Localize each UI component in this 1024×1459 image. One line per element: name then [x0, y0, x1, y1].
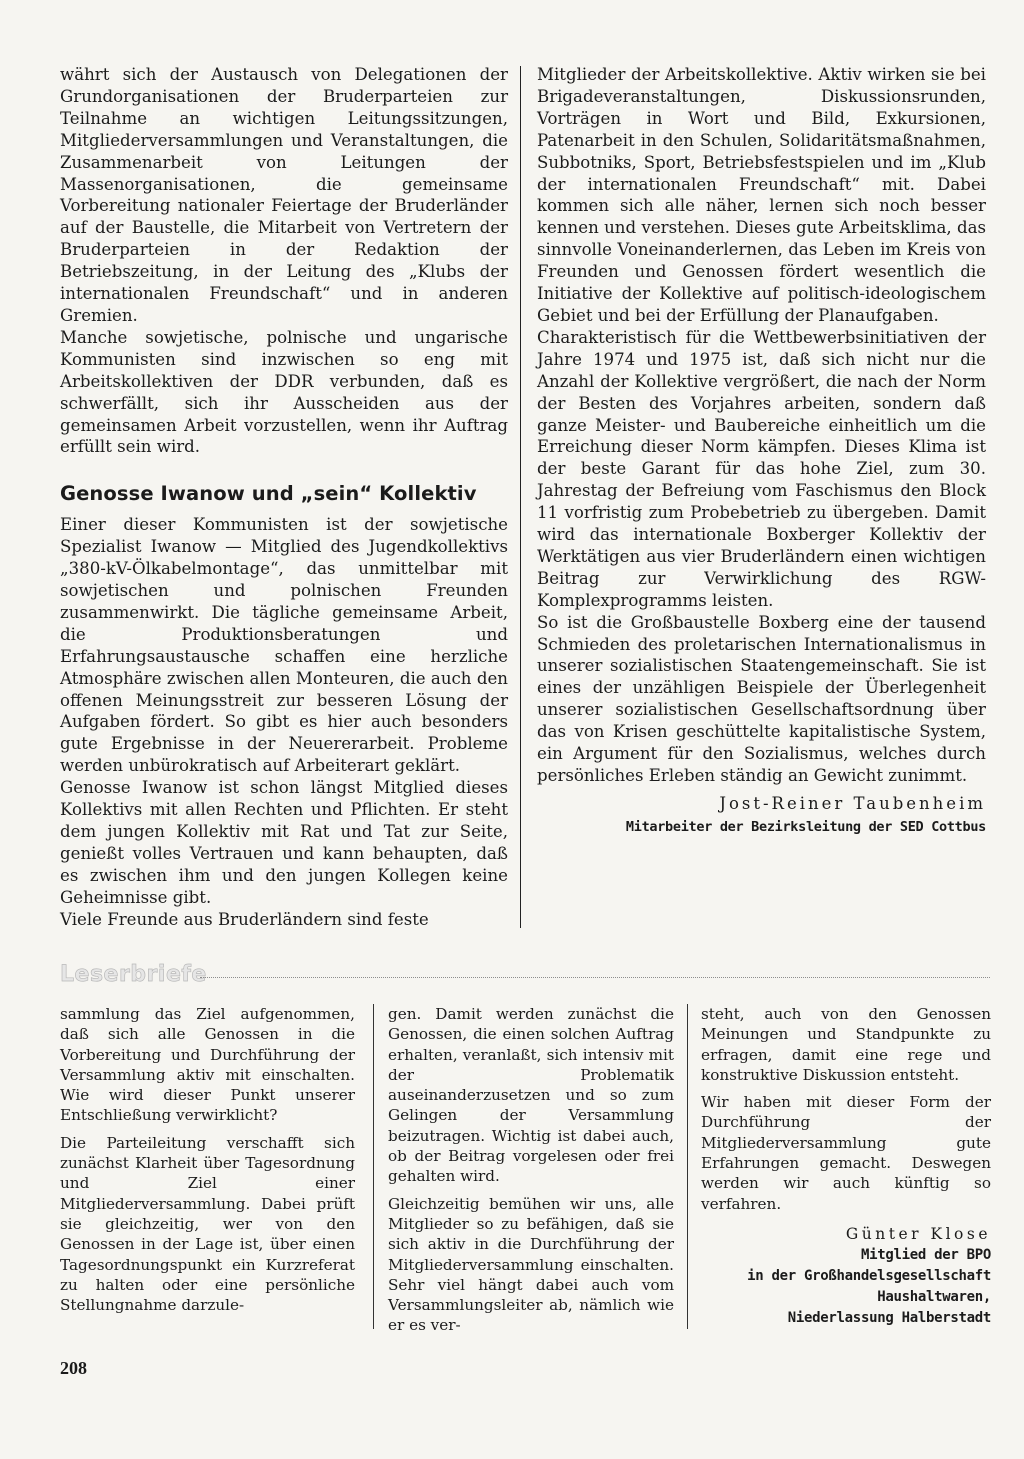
column-divider — [520, 66, 521, 928]
letter-column-3 — [701, 1004, 991, 1329]
letter-column-1 — [60, 1004, 355, 1315]
article-paragraph: Viele Freunde aus Bruderländern sind feste — [60, 909, 429, 929]
section-heading: Genosse Iwanow und „sein“ Kollektiv — [60, 482, 477, 506]
letters-section-header — [60, 962, 990, 992]
letter-paragraph: Gleichzeitig bemühen wir uns, alle Mitglieder so zu befähigen, daß sie sich aktiv in die Durchführung der Mitgliederversammlung einschalten. Sehr viel hängt dabei auch vom Versammlungsleiter ab, nämlich wie er es ver- — [388, 1194, 674, 1335]
section-rule — [200, 977, 990, 978]
letter-author-line: Niederlassung Halberstadt — [787, 1309, 991, 1326]
letter-author-line: Mitglied der BPO — [860, 1246, 991, 1263]
article-right-column — [537, 64, 986, 839]
letters-section-title: Leserbriefe — [60, 962, 207, 987]
article-paragraph: währt sich der Austausch von Delegationen der Grundorganisationen der Bruderparteien zur Teilnahme an wichtigen Leitungssitzungen, Mitgliederversammlungen und Veranstaltungen, die Zusammenarbeit von Leitungen der Massenorganisationen, die gemeinsame Vorbereitung nationaler Feiertage der Bruderländer auf der Baustelle, die Mitarbeit von Vertretern der Bruderparteien in der Redaktion der Betriebszeitung, in der Leitung des „Klubs der internationalen Freundschaft“ und in anderen Gremien. — [60, 65, 508, 325]
article-left-column — [60, 64, 508, 931]
article-paragraph: Mitglieder der Arbeitskollektive. Aktiv wirken sie bei Brigadeveranstaltungen, Diskussionsrunden, Vorträgen in Wort und Bild, Exkursionen, Patenarbeit in den Schulen, Solidaritätsmaßnahmen, Subbotniks, Sport, Betriebsfestspielen und im „Klub der internationalen Freundschaft“ mit. Dabei kommen sich alle näher, lernen sich noch besser kennen und verstehen. Dieses gute Arbeitsklima, das sinnvolle Voneinanderlernen, das Leben im Kreis von Freunden und Genossen fördert wesentlich die Initiative der Kollektive auf politisch-ideologischem Gebiet und bei der Erfüllung der Planaufgaben. — [537, 65, 986, 325]
column-divider — [687, 1004, 688, 1329]
author-role: Mitarbeiter der Bezirksleitung der SED Cottbus — [625, 818, 986, 835]
article-paragraph: So ist die Großbaustelle Boxberg eine der tausend Schmieden des proletarischen Internationalismus in unserer sozialistischen Staatengemeinschaft. Sie ist eines der unzähligen Beispiele der Überlegenheit unserer sozialistischen Gesellschaftsordnung über das von Krisen geschüttelte kapitalistische System, ein Argument für den Sozialismus, welches durch persönliches Erleben ständig an Gewicht zunimmt. — [537, 612, 986, 785]
letter-signature — [701, 1224, 991, 1329]
article-paragraph: Charakteristisch für die Wettbewerbsinitiativen der Jahre 1974 und 1975 ist, daß sich nicht nur die Anzahl der Kollektive vergrößert, die nach der Norm der Besten des Vorjahres arbeiten, sondern daß ganze Meister- und Baubereiche einheitlich um die Erreichung dieser Norm kämpfen. Dieses Klima ist der beste Garant für das hohe Ziel, zum 30. Jahrestag der Befreiung vom Faschismus den Block 11 vorfristig zum Probebetrieb zu übergeben. Damit wird das internationale Boxberger Kollektiv der Werktätigen aus vier Bruderländern einen wichtigen Beitrag zur Verwirklichung des RGW-Komplexprogramms leisten. — [537, 327, 986, 610]
letter-paragraph: Die Parteileitung verschafft sich zunächst Klarheit über Tagesordnung und Ziel einer Mitgliederversammlung. Dabei prüft sie gleichzeitig, wer von den Genossen in der Lage ist, über einen Tagesordnungspunkt ein Kurzreferat zu halten oder eine persönliche Stellungnahme darzule- — [60, 1133, 355, 1315]
letter-paragraph: gen. Damit werden zunächst die Genossen, die einen solchen Auftrag erhalten, veranlaßt, sich intensiv mit der Problematik auseinanderzusetzen und so zum Gelingen der Versammlung beizutragen. Wichtig ist dabei auch, ob der Beitrag vorgelesen oder frei gehalten wird. — [388, 1005, 674, 1186]
letter-paragraph: Wir haben mit dieser Form der Durchführung der Mitgliederversammlung gute Erfahrungen gemacht. Deswegen werden wir auch künftig so verfahren. — [701, 1093, 991, 1213]
letter-author-name: Günter Klose — [845, 1224, 991, 1243]
letter-paragraph: steht, auch von den Genossen Meinungen und Standpunkte zu erfragen, damit eine rege und konstruktive Diskussion entsteht. — [701, 1005, 991, 1084]
column-divider — [373, 1004, 374, 1329]
article-paragraph: Genosse Iwanow ist schon längst Mitglied dieses Kollektivs mit allen Rechten und Pflichten. Er steht dem jungen Kollektiv mit Rat und Tat zur Seite, genießt volles Vertrauen und kann behaupten, daß es zwischen ihm und den jungen Kollegen keine Geheimnisse gibt. — [60, 778, 508, 907]
author-name: Jost-Reiner Taubenheim — [719, 793, 986, 813]
letter-author-line: Haushaltwaren, — [877, 1288, 991, 1305]
page-number: 208 — [60, 1358, 87, 1378]
article-paragraph: Manche sowjetische, polnische und ungarische Kommunisten sind inzwischen so eng mit Arbeitskollektiven der DDR verbunden, daß es schwerfällt, sich ihr Ausscheiden aus der gemeinsamen Arbeit vorzustellen, wenn ihr Auftrag erfüllt sein wird. — [60, 327, 508, 457]
letter-column-2 — [388, 1004, 674, 1336]
article-paragraph: Einer dieser Kommunisten ist der sowjetische Spezialist Iwanow — Mitglied des Jugendkollektivs „380-kV-Ölkabelmontage“, das unmittelbar mit sowjetischen und polnischen Freunden zusammenwirkt. Die tägliche gemeinsame Arbeit, die Produktionsberatungen und Erfahrungsaustausche schaffen eine herzliche Atmosphäre zwischen allen Monteuren, die auch den offenen Meinungsstreit zur besseren Lösung der Aufgaben fördert. So gibt es hier auch besonders gute Ergebnisse in der Neuererarbeit. Probleme werden unbürokratisch auf Arbeiterart geklärt. — [60, 515, 508, 776]
letter-author-line: in der Großhandelsgesellschaft — [747, 1267, 991, 1284]
letter-paragraph: sammlung das Ziel aufgenommen, daß sich alle Genossen in die Vorbereitung und Durchführung der Versammlung aktiv mit einschalten. Wie wird dieser Punkt unserer Entschließung verwirklicht? — [60, 1005, 355, 1125]
